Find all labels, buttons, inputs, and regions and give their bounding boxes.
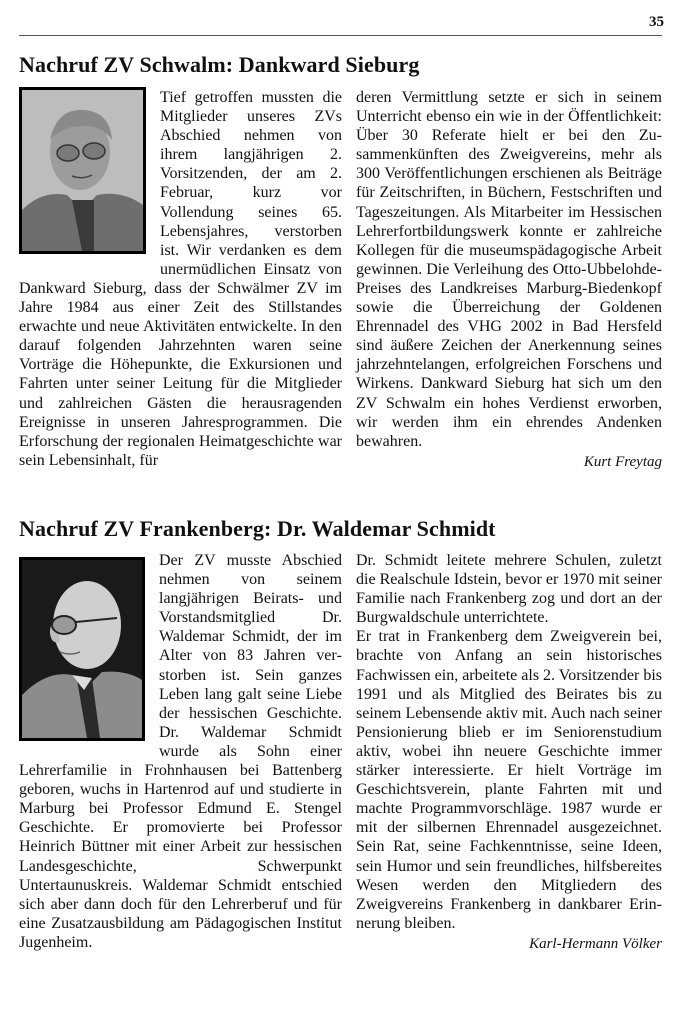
article-title-sieburg: Nachruf ZV Schwalm: Dankward Sieburg <box>19 52 420 77</box>
page-number: 35 <box>649 14 664 30</box>
article-sieburg-column-left <box>19 88 342 470</box>
article-sieburg-text-right: deren Vermittlung setzte er sich in seinem Unterricht ebenso ein wie in der Öffentlichkeit: Über 30 Referate hielt er bei den Zusammenkünften des Zweigvereins, mehr als 300 Veröffentlichungen erschienen als Beiträge für Zeitschriften, in Büchern, Festschriften und Tageszeitungen. Als Mitarbeiter im Hessischen Lehrerfortbildungswerk konnte er zahlreiche Kollegen für die museumspädagogische Arbeit gewinnen. Die Verleihung des Otto-Ubbelohde-Preises des Landkreises Marburg-Biedenkopf sowie die Überreichung der Goldenen Ehrennadel des VHG 2002 in Bad Hersfeld sind äußere Zeichen der Anerkennung seines jahrzehntelangen, erfolgreichen Forschens und Wirkens. Dankward Sieburg hat sich um den ZV Schwalm ein hohes Verdienst erworben, wir werden ihm ein ehrendes Andenken bewahren. <box>356 89 662 450</box>
article-schmidt-text-left: Der ZV musste Abschied nehmen von seinem langjährigen Beirats- und Vorstandsmitglied Dr. Waldemar Schmidt, der im Alter von 83 Jahren verstorben ist. Sein ganzes Leben lang galt seine Liebe der hessischen Geschichte. Dr. Waldemar Schmidt wurde als Sohn einer Lehrerfamilie in Frohnhausen bei Battenberg geboren, wuchs in Hartenrod auf und studierte in Marburg bei Professor Edmund E. Stengel Geschichte. Er promovierte bei Professor Heinrich Büttner mit einer Arbeit zur hessischen Landesgeschichte, Schwerpunkt Untertaunuskreis. Waldemar Schmidt entschied sich aber dann doch für den Lehrerberuf und für eine Zusatzausbildung am Pädagogischen Institut Jugenheim. <box>19 552 342 951</box>
article-schmidt-column-left <box>19 551 342 952</box>
article-sieburg-text-left: Tief getroffen mussten die Mitglieder unseres ZVs Abschied nehmen von ihrem langjährigen 2. Vorsitzenden, der am 2. Februar, kurz vor Vollendung seines 65. Lebensjahres, verstorben ist. Wir verdanken es dem unermüdlichen Einsatz von Dankward Sieburg, dass der Schwälmer ZV im Jahre 1984 aus einer Zeit des Stillstandes erwachte und neue Aktivitäten entwickelte. In den darauf folgenden Jahrzehnten waren seine Vorträge die Höhepunkte, die Exkursionen und Fahrten unter seiner Leitung für die Mitglieder und zahlreichen Gästen die herausragenden Ereignisse in unseren Jahresprogrammen. Die Erforschung der regionalen Heimatgeschichte war sein Lebensinhalt, für <box>19 89 342 469</box>
article-schmidt-author: Karl-Hermann Völker <box>529 935 662 952</box>
photo-float-spacer <box>19 88 146 260</box>
header-rule <box>19 35 662 36</box>
photo-float-spacer <box>19 551 145 746</box>
article-title-schmidt: Nachruf ZV Frankenberg: Dr. Waldemar Schmidt <box>19 516 496 541</box>
article-schmidt-column-right <box>356 551 662 954</box>
article-sieburg-author: Kurt Freytag <box>583 453 662 470</box>
article-schmidt-text-right-p2: Er trat in Frankenberg dem Zweigverein bei, brachte von Anfang an sein historisches Fachwissen ein, arbeitete als 2. Vorsitzender bis 1991 und als Mitglied des Beirates bis zu seinem Lebensende aktiv mit. Auch nach seiner Pensionierung blieb er im Seniorenstudium aktiv, wobei ihn neuere Geschichte immer stärker interessierte. Er hielt Vorträge im Geschichtsverein, plante Fahrten mit und machte Programmvorschläge. 1987 wurde er mit der silbernen Ehrennadel ausgezeichnet. Sein Rat, seine Fachkenntnisse, seine Ideen, sein Humor und sein freundliches, hilfsbereites Wesen werden den Mitgliedern des Zweigvereins Frankenberg in dankbarer Erinnerung bleiben. <box>356 628 662 932</box>
article-sieburg-column-right <box>356 88 662 472</box>
article-schmidt-text-right-p1: Dr. Schmidt leitete mehrere Schulen, zuletzt die Realschule Idstein, bevor er 1970 mit seiner Familie nach Frankenberg zog und dort an der Burgwaldschule unterrichtete. <box>356 552 662 627</box>
